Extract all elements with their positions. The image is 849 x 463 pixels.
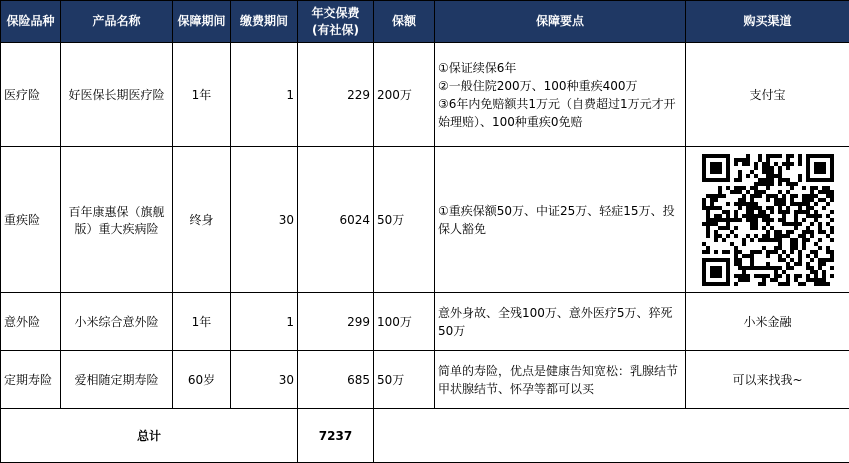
point-line: ②一般住院200万、100种重疾400万 [438, 77, 682, 95]
cell-coverage: 50万 [374, 147, 435, 293]
cell-points [435, 147, 686, 293]
cell-product: 好医保长期医疗险 [61, 43, 173, 147]
header-period: 保障期间 [173, 1, 231, 43]
total-value: 7237 [298, 409, 374, 463]
point-line: ③6年内免赔额共1万元（自费超过1万元才开始理赔）、100种重疾0免赔 [438, 95, 682, 131]
header-premium [298, 1, 374, 43]
cell-coverage: 50万 [374, 351, 435, 409]
cell-premium: 6024 [298, 147, 374, 293]
cell-product: 爱相随定期寿险 [61, 351, 173, 409]
cell-premium: 299 [298, 293, 374, 351]
table-row [1, 43, 849, 147]
cell-points [435, 293, 686, 351]
cell-points [435, 351, 686, 409]
cell-product: 小米综合意外险 [61, 293, 173, 351]
header-coverage: 保额 [374, 1, 435, 43]
cell-channel: 可以来找我~ [686, 351, 849, 409]
cell-coverage: 100万 [374, 293, 435, 351]
header-channel: 购买渠道 [686, 1, 849, 43]
header-pay-period: 缴费期间 [231, 1, 298, 43]
cell-type: 定期寿险 [1, 351, 61, 409]
table-row [1, 293, 849, 351]
cell-channel [686, 147, 849, 293]
header-premium-line1: 年交保费 [301, 5, 370, 22]
cell-pay-period: 30 [231, 351, 298, 409]
point-line: 意外身故、全残100万、意外医疗5万、猝死50万 [438, 304, 682, 340]
cell-channel: 小米金融 [686, 293, 849, 351]
cell-pay-period: 30 [231, 147, 298, 293]
header-product: 产品名称 [61, 1, 173, 43]
header-row [1, 1, 849, 43]
cell-pay-period: 1 [231, 43, 298, 147]
cell-period: 1年 [173, 43, 231, 147]
cell-product: 百年康惠保（旗舰版）重大疾病险 [61, 147, 173, 293]
total-row [1, 409, 849, 463]
cell-premium: 685 [298, 351, 374, 409]
table-row [1, 147, 849, 293]
cell-period: 60岁 [173, 351, 231, 409]
header-premium-line2: (有社保) [301, 22, 370, 39]
table-row [1, 351, 849, 409]
point-line: ①保证续保6年 [438, 59, 682, 77]
cell-premium: 229 [298, 43, 374, 147]
cell-type: 意外险 [1, 293, 61, 351]
cell-period: 终身 [173, 147, 231, 293]
qr-code-icon[interactable] [702, 154, 834, 286]
cell-type: 医疗险 [1, 43, 61, 147]
cell-channel: 支付宝 [686, 43, 849, 147]
cell-pay-period: 1 [231, 293, 298, 351]
cell-type: 重疾险 [1, 147, 61, 293]
header-points: 保障要点 [435, 1, 686, 43]
header-type: 保险品种 [1, 1, 61, 43]
total-empty [374, 409, 849, 463]
cell-points [435, 43, 686, 147]
total-label: 总计 [1, 409, 298, 463]
point-line: 简单的寿险，优点是健康告知宽松：乳腺结节甲状腺结节、怀孕等都可以买 [438, 362, 682, 398]
cell-coverage: 200万 [374, 43, 435, 147]
cell-period: 1年 [173, 293, 231, 351]
point-line: ①重疾保额50万、中证25万、轻症15万、投保人豁免 [438, 202, 682, 238]
